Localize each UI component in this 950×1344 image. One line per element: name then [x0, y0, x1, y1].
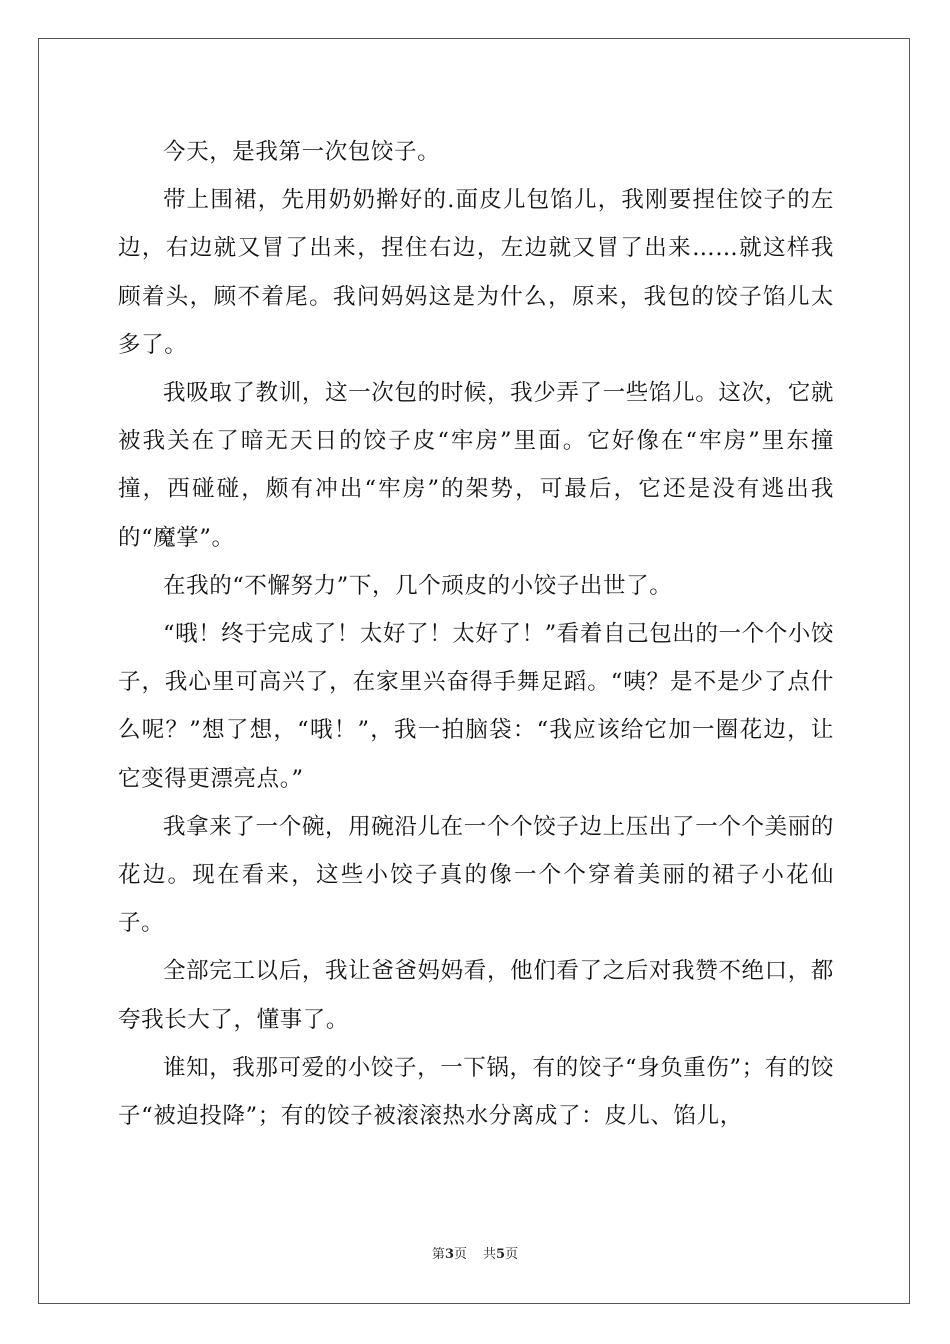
page-number: 第3页: [431, 1247, 467, 1262]
paragraph-5: “哦！终于完成了！太好了！太好了！”看着自己包出的一个个小饺子，我心里可高兴了，在家里兴奋得手舞足蹈。“咦？是不是少了点什么呢？”想了想，“哦！”，我一拍脑袋：“我应该给它加一圈花边，让它变得更漂亮点。”: [118, 621, 835, 792]
paragraph-7: 全部完工以后，我让爸爸妈妈看，他们看了之后对我赞不绝口，都夸我长大了，懂事了。: [118, 958, 834, 1033]
paragraph-2: 带上围裙，先用奶奶擀好的.面皮儿包馅儿，我刚要捏住饺子的左边，右边就又冒了出来，捏住右边，左边就又冒了出来……就这样我顾着头，顾不着尾。我问妈妈这是为什么，原来，我包的饺子馅儿太多了。: [118, 187, 834, 358]
page-footer: [0, 1246, 950, 1264]
paragraph-1: 今天，是我第一次包饺子。: [163, 139, 441, 165]
document-body: [118, 128, 834, 1140]
total-pages: 共5页: [483, 1247, 519, 1262]
paragraph-6: 我拿来了一个碗，用碗沿儿在一个个饺子边上压出了一个个美丽的花边。现在看来，这些小饺子真的像一个个穿着美丽的裙子小花仙子。: [118, 813, 834, 937]
paragraph-8: 谁知，我那可爱的小饺子，一下锅，有的饺子“身负重伤”；有的饺子“被迫投降”；有的饺子被滚滚热水分离成了：皮儿、馅儿，: [118, 1054, 835, 1130]
paragraph-3: 我吸取了教训，这一次包的时候，我少弄了一些馅儿。这次，它就被我关在了暗无天日的饺子皮“牢房”里面。它好像在“牢房”里东撞撞，西碰碰，颇有冲出“牢房”的架势，可最后，它还是没有逃出我的“魔掌”。: [118, 380, 834, 551]
paragraph-4: 在我的“不懈努力”下，几个顽皮的小饺子出世了。: [163, 572, 673, 599]
